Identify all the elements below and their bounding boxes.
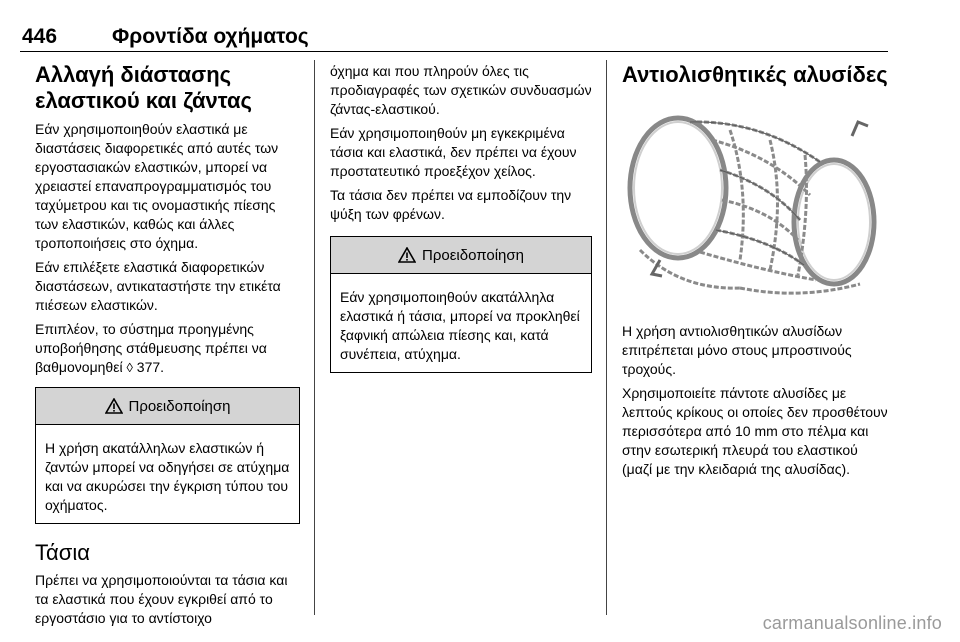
paragraph: Εάν επιλέξετε ελαστικά διαφορετικών διαστάσεων, αντικαταστήστε την ετικέτα πιέσεων ελαστικών. bbox=[35, 259, 281, 313]
page-header bbox=[20, 25, 886, 49]
warning-box bbox=[35, 387, 300, 524]
paragraph: Η χρήση αντιολισθητικών αλυσίδων επιτρέπεται μόνο στους μπροστινούς τροχούς. bbox=[622, 323, 852, 377]
section-heading-snow-chains: Αντιολισθητικές αλυσίδες bbox=[622, 62, 888, 87]
page-ref-arrow-icon: ◊ bbox=[126, 360, 133, 375]
column-divider bbox=[606, 60, 607, 615]
column-1 bbox=[35, 62, 300, 633]
warning-box bbox=[330, 236, 592, 373]
warning-text: Εάν χρησιμοποιηθούν ακατάλληλα ελαστικά ή τάσια, μπορεί να προκληθεί ξαφνική απώλεια πίεσης και, κατά συνέπεια, ατύχημα. bbox=[340, 289, 580, 362]
section-heading-tire-size: Αλλαγή διάστασης ελαστικού και ζάντας bbox=[35, 62, 252, 113]
paragraph: Εάν χρησιμοποιηθούν ελαστικά με διαστάσεις διαφορετικές από αυτές των εργοστασιακών ελαστικών, μπορεί να χρειαστεί επαναπρογραμματισμός του ταχύμετρου και τις ονομαστικής πίεσης των ελαστικών, καθώς και άλλες τροποποιήσεις στο όχημα. bbox=[35, 121, 279, 251]
column-divider bbox=[314, 60, 315, 615]
page-title: Φροντίδα οχήματος bbox=[112, 25, 309, 48]
paragraph: όχημα και που πληρούν όλες τις προδιαγραφές των σχετικών συνδυασμών ζάντας-ελαστικού. bbox=[330, 63, 592, 117]
paragraph-text: Επιπλέον, το σύστημα προηγμένης υποβοήθησης στάθμευσης πρέπει να βαθμονομηθεί bbox=[35, 321, 267, 375]
warning-title: Προειδοποίηση bbox=[128, 397, 231, 415]
paragraph: Εάν χρησιμοποιηθούν μη εγκεκριμένα τάσια και ελαστικά, δεν πρέπει να έχουν προστατευτικό προεξέχον χείλος. bbox=[330, 125, 577, 179]
snow-chain-illustration bbox=[620, 100, 885, 310]
warning-triangle-icon bbox=[398, 247, 416, 263]
warning-header bbox=[36, 388, 299, 425]
paragraph: Χρησιμοποιείτε πάντοτε αλυσίδες με λεπτούς κρίκους οι οποίες δεν προσθέτουν περισσότερα από 10 mm στο πέλμα και στην εσωτερική πλευρά του ελαστικού (μαζί με την κλειδαριά της αλυσίδας). bbox=[622, 385, 888, 477]
paragraph: Πρέπει να χρησιμοποιούνται τα τάσια και τα ελαστικά που έχουν εγκριθεί από το εργοστάσιο για το αντίστοιχο bbox=[35, 572, 288, 626]
section-heading-wheel-covers: Τάσια bbox=[35, 540, 90, 565]
warning-triangle-icon bbox=[105, 398, 123, 414]
column-2 bbox=[330, 62, 592, 381]
column-3 bbox=[622, 62, 890, 484]
watermark: carmanualsonline.info bbox=[762, 613, 942, 633]
warning-text: Η χρήση ακατάλληλων ελαστικών ή ζαντών μπορεί να οδηγήσει σε ατύχημα και να ακυρώσει την έγκριση τύπου του οχήματος. bbox=[45, 440, 290, 513]
warning-header bbox=[331, 237, 591, 274]
paragraph bbox=[35, 320, 300, 377]
paragraph: Τα τάσια δεν πρέπει να εμποδίζουν την ψύξη των φρένων. bbox=[330, 187, 572, 222]
warning-title: Προειδοποίηση bbox=[422, 246, 524, 264]
header-rule bbox=[20, 51, 888, 52]
page-number: 446 bbox=[22, 25, 58, 48]
page-reference-link[interactable]: 377. bbox=[136, 359, 165, 375]
